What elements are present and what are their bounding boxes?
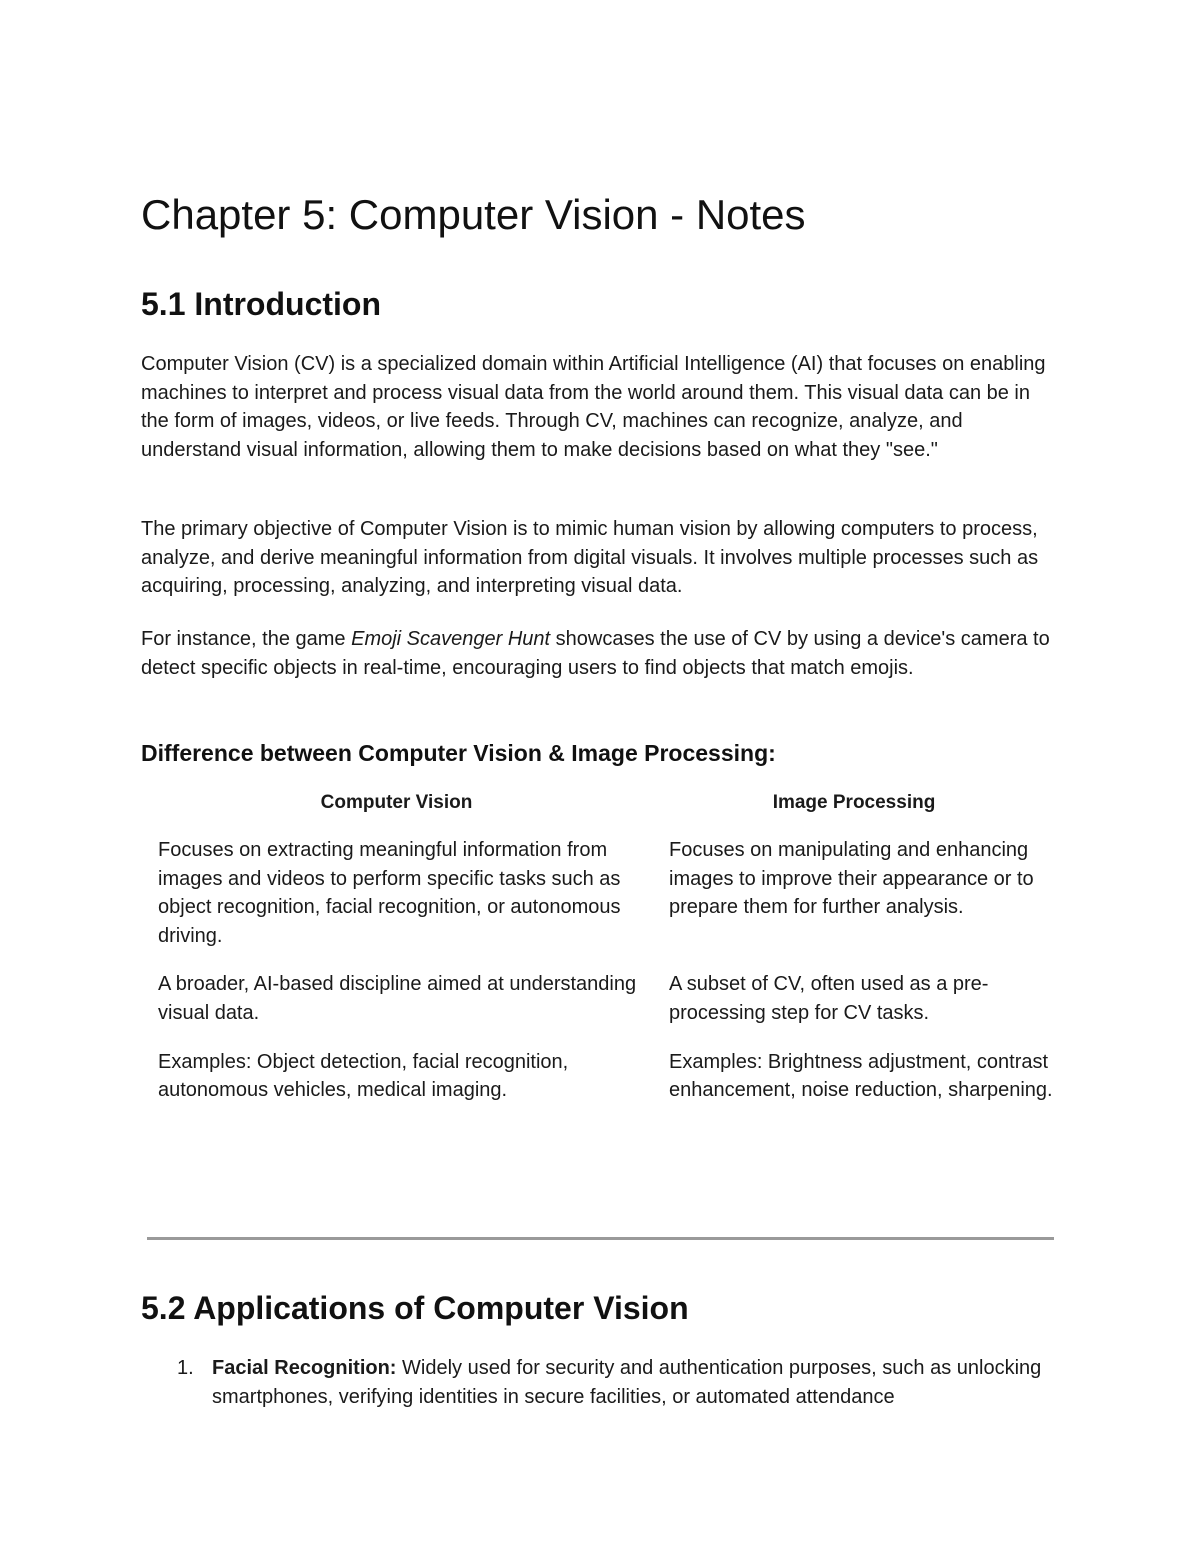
- table-row: [141, 1048, 1056, 1125]
- comparison-table: [141, 788, 1056, 1125]
- difference-heading: Difference between Computer Vision & Image Processing:: [141, 740, 776, 766]
- table-row: [141, 970, 1056, 1047]
- table-cell: A subset of CV, often used as a pre-processing step for CV tasks.: [669, 973, 989, 1024]
- table-row: [141, 836, 1056, 970]
- applications-list: [141, 1354, 1053, 1411]
- horizontal-divider: [147, 1237, 1054, 1240]
- table-cell: Focuses on manipulating and enhancing images to improve their appearance or to prepare them for further analysis.: [669, 839, 1034, 919]
- section-heading-introduction: 5.1 Introduction: [141, 286, 381, 322]
- table-cell: Examples: Object detection, facial recognition, autonomous vehicles, medical imaging.: [158, 1050, 569, 1102]
- column-header-image-processing: Image Processing: [772, 792, 936, 813]
- list-item-number: 1.: [177, 1357, 194, 1379]
- table-cell: A broader, AI-based discipline aimed at understanding visual data.: [158, 973, 637, 1024]
- list-item-term: Facial Recognition:: [212, 1357, 397, 1379]
- list-item-text: Widely used for security and authentication purposes, such as unlocking smartphones, verifying identities in secure facilities, or automated attendance: [212, 1357, 1042, 1408]
- table-header-row: [141, 788, 1056, 836]
- intro-paragraph-3: [141, 625, 1053, 682]
- paragraph-text-after: showcases the use of CV by using a device's camera to detect specific objects in real-time, encouraging users to find objects that match emojis.: [141, 628, 1050, 679]
- chapter-title: Chapter 5: Computer Vision - Notes: [141, 191, 806, 238]
- column-header-computer-vision: Computer Vision: [320, 792, 473, 813]
- list-item: [141, 1354, 1053, 1411]
- table-cell: Examples: Brightness adjustment, contrast enhancement, noise reduction, sharpening.: [669, 1050, 1053, 1102]
- intro-paragraph-2: The primary objective of Computer Vision is to mimic human vision by allowing computers to process, analyze, and derive meaningful information from digital visuals. It involves multiple processes such as acquiring, processing, analyzing, and interpreting visual data.: [141, 518, 1039, 598]
- table-cell: Focuses on extracting meaningful information from images and videos to perform specific tasks such as object recognition, facial recognition, or autonomous driving.: [158, 839, 621, 947]
- game-name: Emoji Scavenger Hunt: [351, 628, 551, 650]
- paragraph-text-before: For instance, the game: [141, 628, 352, 650]
- section-heading-applications: 5.2 Applications of Computer Vision: [141, 1290, 689, 1326]
- intro-paragraph-1: Computer Vision (CV) is a specialized domain within Artificial Intelligence (AI) that focuses on enabling machines to interpret and process visual data from the world around them. This visual data can be in the form of images, videos, or live feeds. Through CV, machines can recognize, analyze, and understand visual information, allowing them to make decisions based on what they "see.": [141, 353, 1046, 461]
